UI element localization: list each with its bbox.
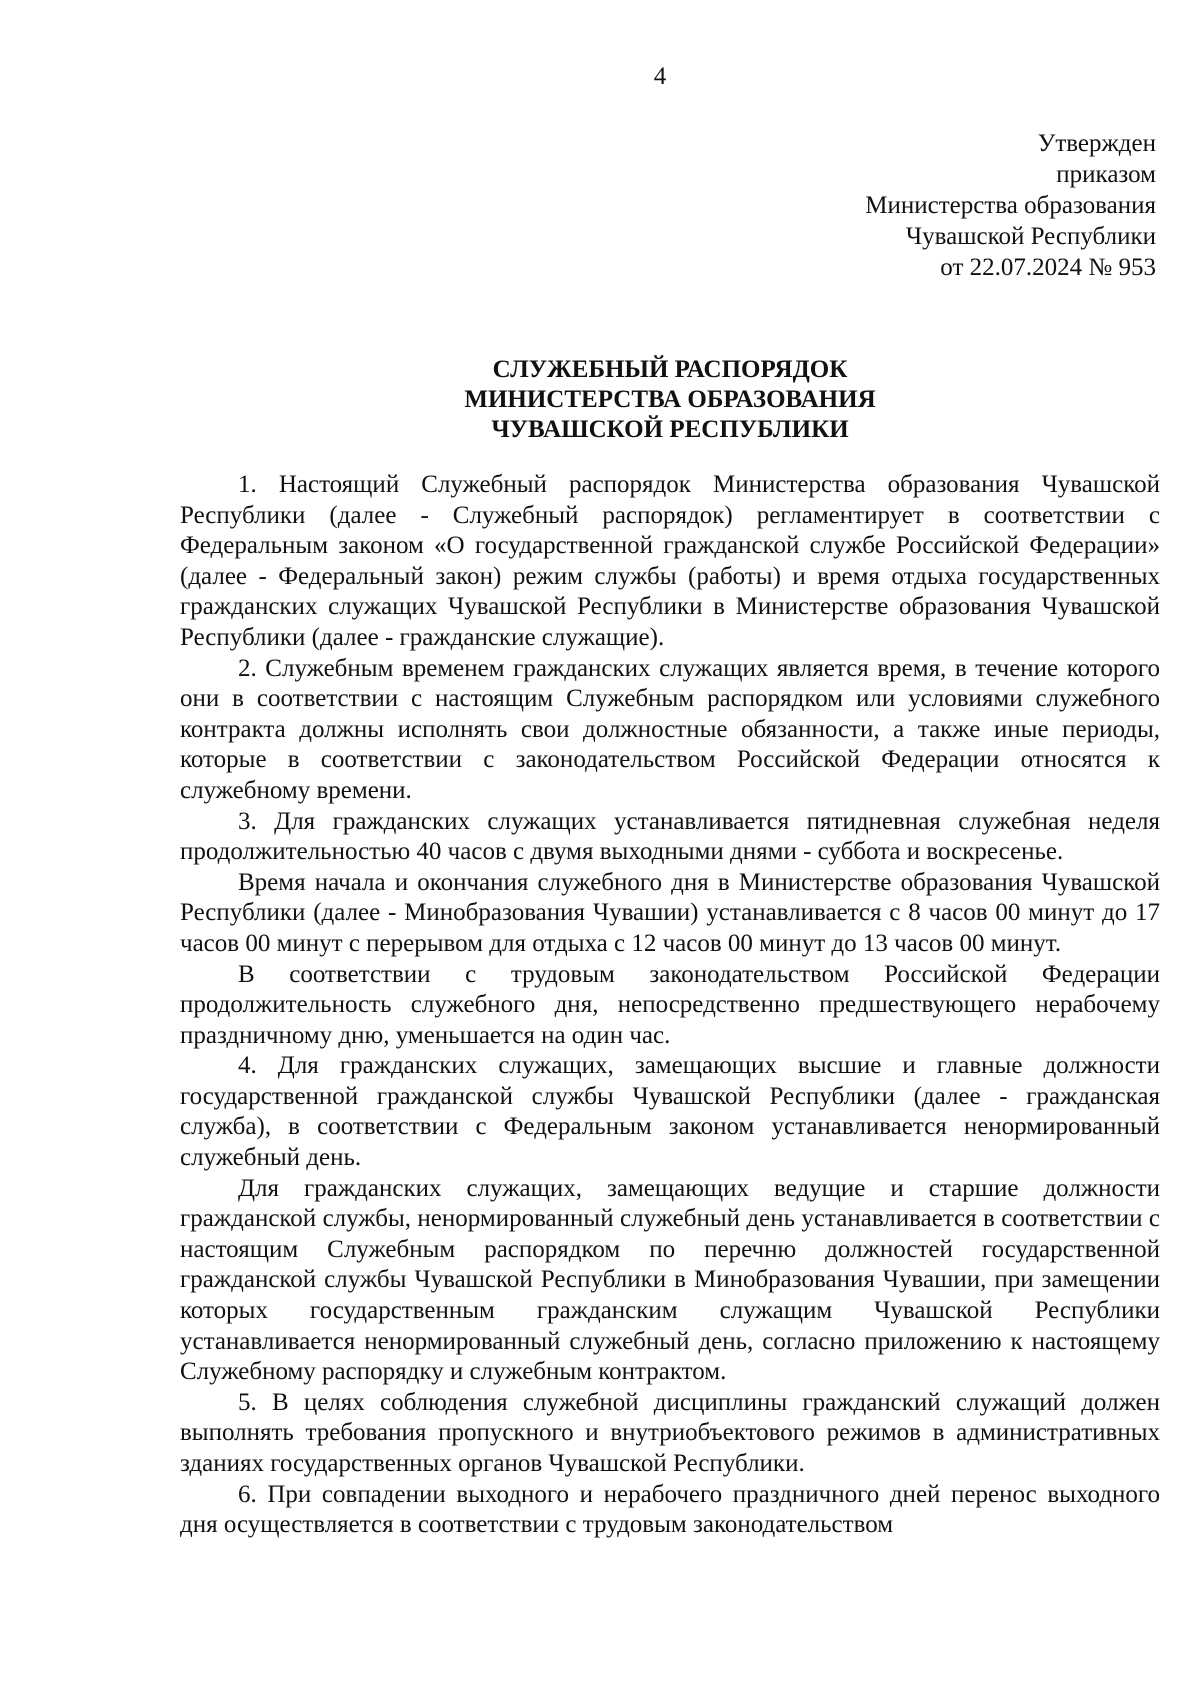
paragraph-6: 6. При совпадении выходного и нерабочего праздничного дней перенос выходного дня осуществляется в соответствии с трудовым законодательством	[180, 1480, 1160, 1539]
title-line: МИНИСТЕРСТВА ОБРАЗОВАНИЯ	[464, 386, 876, 413]
paragraph-1: 1. Настоящий Служебный распорядок Министерства образования Чувашской Республики (далее - Служебный распорядок) регламентирует в соответствии с Федеральным законом «О государственной гражданской службе Российской Федерации» (далее - Федеральный закон) режим службы (работы) и время отдыха государственных гражданских служащих Чувашской Республики в Министерстве образования Чувашской Республики (далее - гражданские служащие).	[180, 471, 1160, 651]
paragraph-2: 2. Служебным временем гражданских служащих является время, в течение которого они в соответствии с настоящим Служебным распорядком или условиями служебного контракта должны исполнять свои должностные обязанности, а также иные периоды, которые в соответствии с законодательством Российской Федерации относятся к служебному времени.	[180, 654, 1160, 804]
paragraph-5: 5. В целях соблюдения служебной дисциплины гражданский служащий должен выполнять требования пропускного и внутриобъектового режимов в административных зданиях государственных органов Чувашской Республики.	[180, 1388, 1160, 1477]
title-line: ЧУВАШСКОЙ РЕСПУБЛИКИ	[491, 416, 849, 443]
approval-line: приказом	[1056, 161, 1156, 188]
paragraph-3: 3. Для гражданских служащих устанавливается пятидневная служебная неделя продолжительностью 40 часов с двумя выходными днями - суббота и воскресенье.	[180, 807, 1160, 866]
approval-line: Министерства образования	[865, 192, 1156, 219]
title-line: СЛУЖЕБНЫЙ РАСПОРЯДОК	[492, 356, 848, 383]
document-title	[180, 355, 1160, 445]
paragraph-4: 4. Для гражданских служащих, замещающих высшие и главные должности государственной гражданской службы Чувашской Республики (далее - гражданская служба), в соответствии с Федеральным законом устанавливается ненормированный служебный день.	[180, 1052, 1160, 1172]
page-number: 4	[653, 63, 667, 90]
document-body	[180, 470, 1160, 1541]
paragraph-3-holiday-eve: В соответствии с трудовым законодательством Российской Федерации продолжительность служебного дня, непосредственно предшествующего нерабочему праздничному дню, уменьшается на один час.	[180, 960, 1160, 1049]
approval-line: Утвержден	[1037, 130, 1156, 157]
approval-date-number: от 22.07.2024 № 953	[940, 254, 1156, 281]
paragraph-4-leading-positions: Для гражданских служащих, замещающих ведущие и старшие должности гражданской службы, ненормированный служебный день устанавливается в соответствии с настоящим Служебным распорядком по перечню должностей государственной гражданской службы Чувашской Республики в Минобразования Чувашии, при замещении которых государственным гражданским служащим Чувашской Республики устанавливается ненормированный служебный день, согласно приложению к настоящему Служебному распорядку и служебным контрактом.	[180, 1174, 1160, 1386]
paragraph-3-work-hours: Время начала и окончания служебного дня в Министерстве образования Чувашской Республики (далее - Минобразования Чувашии) устанавливается с 8 часов 00 минут до 17 часов 00 минут с перерывом для отдыха с 12 часов 00 минут до 13 часов 00 минут.	[180, 868, 1160, 957]
approval-block	[556, 128, 1156, 283]
approval-line: Чувашской Республики	[905, 223, 1156, 250]
